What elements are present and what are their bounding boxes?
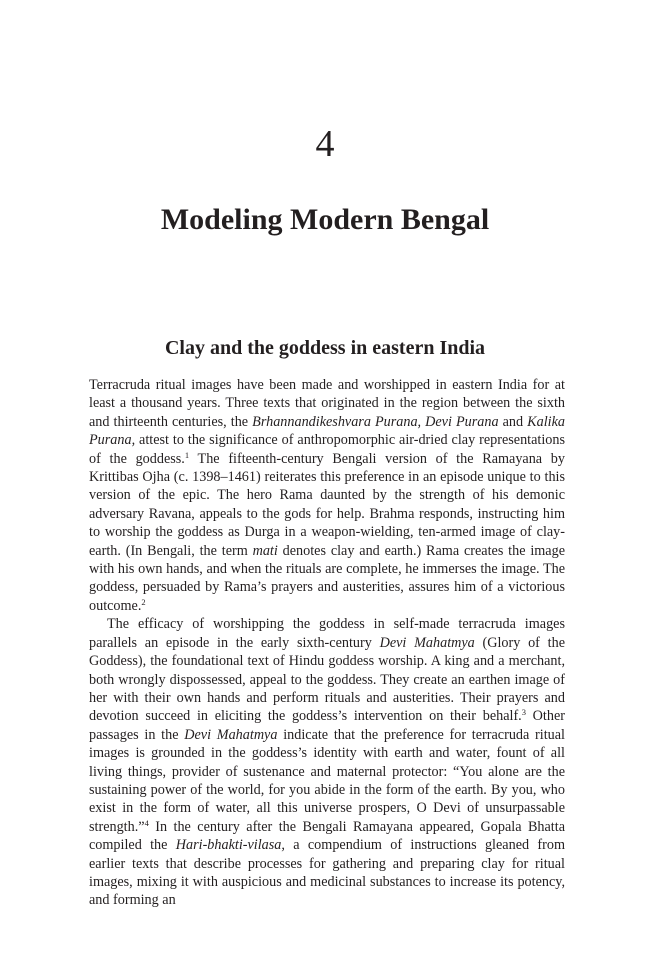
text-run: (Glory of the Goddess), the foundational text of Hindu goddess worship. A king and a merchant, both wrongly dispossessed, appeal to the goddess. They create an earthen image of her with their own hands and perform rituals and austerities. Their prayers and devotion succeed in eliciting the goddess’s intervention on their behalf. <box>89 634 565 725</box>
footnote-ref: 1 <box>184 449 190 460</box>
italic-term: Kalika Purana, <box>89 413 565 449</box>
text-run: and <box>498 413 528 430</box>
chapter-title: Modeling Modern Bengal <box>160 203 490 236</box>
text-run: Other passages in the <box>89 708 565 743</box>
text-run: The efficacy of worshipping the goddess in self-made terracruda images parallels an episode in the early sixth-century <box>89 616 565 651</box>
chapter-number: 4 <box>315 123 335 165</box>
italic-term: Devi Mahatmya <box>184 726 278 743</box>
section-heading: Clay and the goddess in eastern India <box>164 337 486 359</box>
footnote-ref: 4 <box>144 817 149 828</box>
text-run: denotes clay and earth.) Rama creates the image with his own hands, and when the rituals are complete, he immerses the image. The goddess, persuaded by Rama’s prayers and austerities, assures him of a victorious outcome. <box>89 542 565 614</box>
italic-term: Devi Mahatmya <box>379 634 475 651</box>
text-run: In the century after the Bengali Ramayana appeared, Gopala Bhatta compiled the <box>89 818 565 854</box>
text-run: attest to the significance of anthropomorphic air-dried clay representations of the goddess. <box>89 432 565 467</box>
paragraph <box>89 376 565 615</box>
text-run: Terracruda ritual images have been made and worshipped in eastern India for at least a thousand years. Three texts that originated in the region between the sixth and thirteenth centuries, the <box>89 377 565 430</box>
italic-term: Hari-bhakti-vilasa, <box>175 837 285 854</box>
paragraph <box>89 615 565 910</box>
italic-term: mati <box>252 542 278 559</box>
italic-term: Brhannandikeshvara Purana, Devi Purana <box>252 413 499 430</box>
body-text <box>89 376 565 910</box>
footnote-ref: 2 <box>141 596 146 607</box>
text-run: a compendium of instructions gleaned from earlier texts that describe processes for gathering and preparing clay for ritual images, mixing it with auspicious and medicinal substances to increase its potency, and forming an <box>89 837 565 909</box>
text-run: The fifteenth-century Bengali version of the Ramayana by Krittibas Ojha (c. 1398–1461) reiterates this preference in an episode unique to this version of the epic. The hero Rama daunted by the strength of his demonic adversary Ravana, appeals to the gods for help. Brahma responds, instructing him to worship the goddess as Durga in a weapon-wielding, ten-armed image of clay-earth. (In Bengali, the term <box>89 450 565 559</box>
text-run: indicate that the preference for terracruda ritual images is grounded in the goddess’s identity with earth and water, fount of all living things, provider of sustenance and maternal protector: “You alone are the sustaining power of the world, for you abide in the form of the earth. By you, who exist in the form of water, all this universe prospers, O Devi of unsurpassable strength.” <box>89 726 565 835</box>
footnote-ref: 3 <box>521 707 526 718</box>
